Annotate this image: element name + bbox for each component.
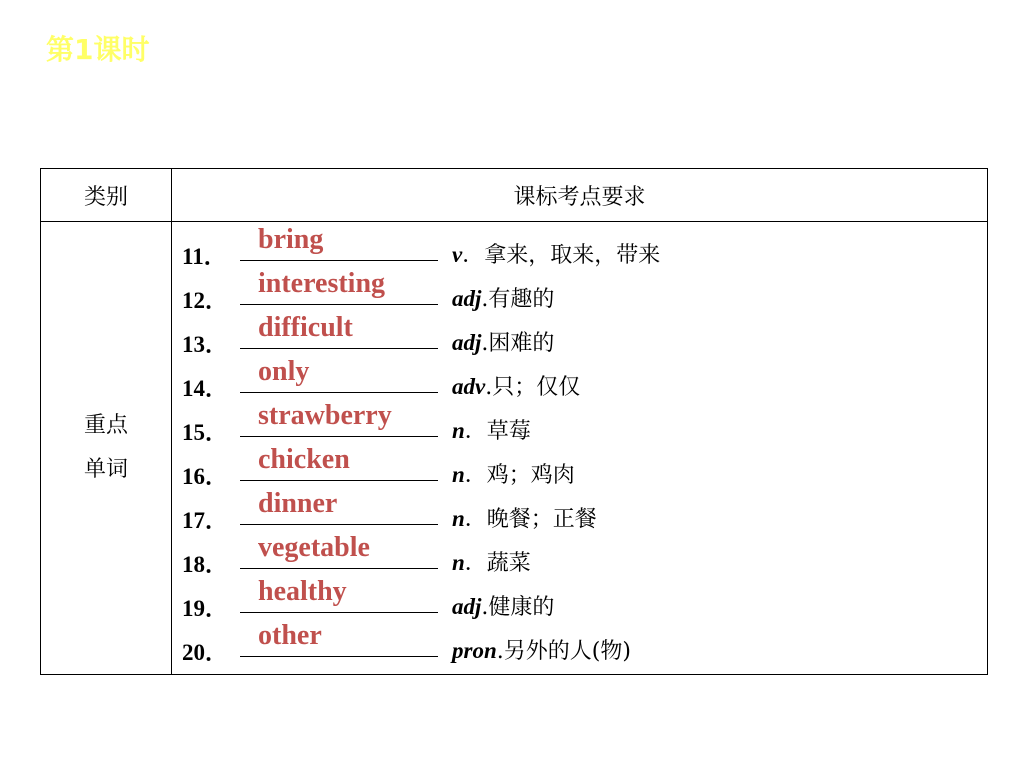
answer-blank-line [240, 612, 438, 613]
item-number: 11． [182, 244, 227, 269]
answer-word: other [258, 620, 322, 651]
answer-word: interesting [258, 268, 386, 299]
item-number: 19． [182, 596, 228, 621]
item-number: 12． [182, 288, 228, 313]
definition [452, 370, 580, 401]
meaning-text: .另外的人(物) [496, 639, 631, 664]
table-body-row [41, 222, 988, 675]
category-line-2: 单词 [83, 457, 128, 482]
answer-word: bring [258, 224, 324, 255]
answer-blank-line [240, 568, 438, 569]
category-cell [41, 222, 172, 675]
definition [452, 590, 554, 621]
vocab-item-list [172, 224, 987, 670]
answer-word: chicken [258, 444, 350, 475]
answer-word: healthy [258, 576, 347, 607]
item-number: 16． [182, 464, 228, 489]
meaning-text: .只；仅仅 [485, 375, 581, 400]
meaning-text: .健康的 [481, 595, 555, 620]
answer-blank-line [240, 392, 438, 393]
meaning-text: .有趣的 [481, 287, 555, 312]
item-number: 14． [182, 376, 228, 401]
lesson-title: 第1课时 [46, 33, 150, 66]
part-of-speech: n [452, 462, 465, 487]
answer-word: difficult [258, 312, 353, 343]
part-of-speech: adj [452, 286, 482, 311]
answer-blank-line [240, 436, 438, 437]
answer-blank-line [240, 480, 438, 481]
meaning-text: ．拿来，取来，带来 [462, 243, 661, 268]
requirement-header: 课标考点要求 [172, 169, 988, 222]
definition [452, 326, 554, 357]
vocab-item [172, 620, 987, 670]
item-number: 17． [182, 508, 228, 533]
meaning-text: ．蔬菜 [464, 551, 531, 576]
part-of-speech: pron [452, 638, 497, 663]
answer-blank-line [240, 524, 438, 525]
part-of-speech: adj [452, 594, 482, 619]
part-of-speech: v [452, 242, 463, 267]
vocabulary-table [40, 168, 988, 675]
definition [452, 238, 660, 269]
definition [452, 502, 597, 533]
meaning-text: ．草莓 [464, 419, 531, 444]
answer-word: dinner [258, 488, 338, 519]
category-line-1: 重点 [83, 413, 128, 438]
part-of-speech: n [452, 418, 465, 443]
item-number: 18． [182, 552, 228, 577]
item-number: 20． [182, 640, 228, 665]
answer-blank-line [240, 260, 438, 261]
category-header: 类别 [41, 169, 172, 222]
definition [452, 458, 575, 489]
meaning-text: .困难的 [481, 331, 555, 356]
meaning-text: ．晚餐；正餐 [464, 507, 597, 532]
table-header-row [41, 169, 988, 222]
definition [452, 282, 554, 313]
answer-blank-line [240, 656, 438, 657]
definition [452, 634, 631, 665]
part-of-speech: n [452, 506, 465, 531]
answer-word: strawberry [258, 400, 392, 431]
part-of-speech: adj [452, 330, 482, 355]
items-cell [172, 222, 988, 675]
part-of-speech: n [452, 550, 465, 575]
definition [452, 546, 531, 577]
item-number: 13． [182, 332, 228, 357]
answer-word: only [258, 356, 310, 387]
answer-blank-line [240, 304, 438, 305]
meaning-text: ．鸡；鸡肉 [464, 463, 575, 488]
part-of-speech: adv [452, 374, 486, 399]
definition [452, 414, 531, 445]
item-number: 15． [182, 420, 228, 445]
answer-word: vegetable [258, 532, 370, 563]
answer-blank-line [240, 348, 438, 349]
